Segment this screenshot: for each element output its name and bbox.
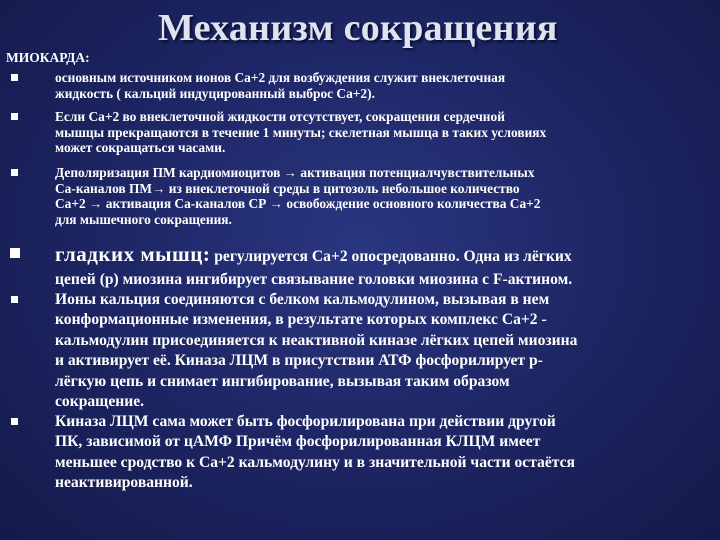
text-line: Киназа ЛЦМ сама может быть фосфорилирована при действии другой <box>55 413 556 430</box>
text-line: кальмодулин присоединяется к неактивной киназе лёгких цепей миозина <box>55 331 578 349</box>
text-line: регулируется Ca+2 опосредованно. Одна из лёгких <box>210 248 572 265</box>
text-line: Ca+2 → активация Ca-каналов СР → освобождение основного количества Ca+2 <box>55 196 541 212</box>
text-line: Деполяризация ПМ кардиомиоцитов → активация потенциалчувствительных <box>55 165 535 180</box>
square-bullet-icon <box>11 74 18 81</box>
text-line: Ионы кальция соединяются с белком кальмодулином, вызывая в нем <box>55 291 550 308</box>
square-bullet-icon <box>11 418 18 425</box>
slide-subtitle: МИОКАРДА: <box>6 50 90 65</box>
text-line: основным источником ионов Ca+2 для возбуждения служит внеклеточная <box>55 70 506 85</box>
text-line: неактивированной. <box>55 474 193 492</box>
list-item-text <box>55 70 705 101</box>
square-bullet-icon <box>10 248 20 258</box>
square-bullet-icon <box>11 113 18 120</box>
text-line: Если Ca+2 во внеклеточной жидкости отсутствует, сокращения сердечной <box>55 109 505 124</box>
square-bullet-icon <box>11 169 18 176</box>
text-line: для мышечного сокращения. <box>55 211 232 227</box>
text-line: жидкость ( кальций индуцированный выброс Ca+2). <box>55 85 375 101</box>
text-line: меньшее сродство к Ca+2 кальмодулину и в значительной части остаётся <box>55 453 575 471</box>
text-line: ПК, зависимой от цАМФ Причём фосфорилированная КЛЦМ имеет <box>55 433 541 451</box>
text-line: мышцы прекращаются в течение 1 минуты; скелетная мышца в таких условиях <box>55 124 547 140</box>
square-bullet-icon <box>11 296 18 303</box>
list-item-text <box>55 165 705 227</box>
list-item-text <box>55 412 705 494</box>
text-line: лёгкую цепь и снимает ингибирование, вызывая таким образом <box>55 372 510 390</box>
text-line: и активирует её. Киназа ЛЦМ в присутствии АТФ фосфорилирует р- <box>55 352 543 370</box>
text-line: конформационные изменения, в результате которых комплекс Ca+2 - <box>55 311 547 329</box>
text-line: цепей (р) миозина ингибирует связывание головки миозина с F-актином. <box>55 271 573 288</box>
text-line: может сокращаться часами. <box>55 140 226 156</box>
list-item-text <box>55 242 705 290</box>
text-line: Ca-каналов ПМ→ из внеклеточной среды в цитозоль небольшое количество <box>55 180 520 196</box>
list-item-text <box>55 290 705 412</box>
slide-title: Механизм сокращения <box>158 7 558 49</box>
text-line: сокращение. <box>55 393 145 411</box>
section-heading: гладких мышц: <box>55 242 211 266</box>
list-item-text <box>55 109 705 156</box>
